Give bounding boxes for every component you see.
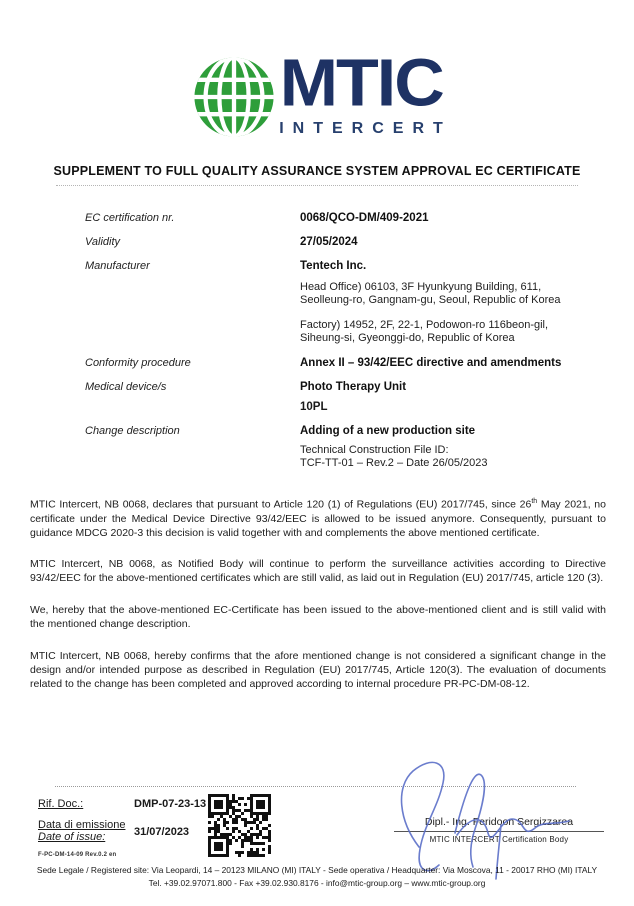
declaration-paragraphs xyxy=(30,497,606,692)
signer-name: Dipl.- Ing. Feridoon Sergizzarea xyxy=(394,816,604,832)
device-value: Photo Therapy Unit xyxy=(300,380,407,393)
issue-divider xyxy=(55,786,576,787)
issue-details xyxy=(38,798,206,858)
logo xyxy=(0,0,634,140)
qr-code xyxy=(208,794,271,857)
rif-doc-row xyxy=(38,798,206,810)
conformity-label: Conformity procedure xyxy=(85,356,191,369)
paragraph-1-pre: MTIC Intercert, NB 0068, declares that pursuant to Article 120 (1) of Regulations (EU) 2017/745, since 26 xyxy=(30,498,532,511)
footer-address-line: Sede Legale / Registered site: Via Leopardi, 14 – 20123 MILANO (MI) ITALY - Sede operativa / Headquarter: Via Moscova, 11 - 20017 RHO (MI) ITALY xyxy=(36,865,598,875)
certificate-fields xyxy=(85,212,604,471)
tcf-block xyxy=(300,444,604,472)
paragraph-2: MTIC Intercert, NB 0068, as Notified Body will continue to perform the surveillance activities according to Directive 93/42/EEC for the above-mentioned certificates which are still valid, as laid out in Regulation (EU) 2017/745, article 120 (3). xyxy=(30,558,606,585)
field-row-conformity xyxy=(85,357,604,369)
paragraph-3: We, hereby that the above-mentioned EC-Certificate has been issued to the above-mentioned client and is still valid with the mentioned change description. xyxy=(30,604,606,631)
signature-block xyxy=(394,816,604,844)
conformity-value: Annex II – 93/42/EEC directive and amendments xyxy=(300,356,562,369)
issue-block xyxy=(0,786,634,866)
brand-wordmark: MTIC xyxy=(279,45,443,120)
manufacturer-head-office: Head Office) 06103, 3F Hyunkyung Building, 611, Seolleung-ro, Gangnam-gu, Seoul, Republic of Korea xyxy=(300,281,561,307)
paragraph-1 xyxy=(30,497,606,540)
document-title: SUPPLEMENT TO FULL QUALITY ASSURANCE SYSTEM APPROVAL EC CERTIFICATE xyxy=(53,164,581,178)
ec-cert-label: EC certification nr. xyxy=(85,212,175,224)
logo-text xyxy=(279,45,452,138)
globe-icon xyxy=(191,54,277,140)
date-of-issue-value: 31/07/2023 xyxy=(134,826,190,838)
device-label: Medical device/s xyxy=(85,380,167,393)
footer-contact-line: Tel. +39.02.97071.800 - Fax +39.02.930.8176 - info@mtic-group.org – www.mtic-group.org xyxy=(148,878,486,889)
certification-body-name: MTIC INTERCERT Certification Body xyxy=(429,835,569,844)
rif-doc-label: Rif. Doc.: xyxy=(38,798,84,810)
manufacturer-value: Tentech Inc. xyxy=(300,260,367,272)
paragraph-1-post: May 2021, no certificate under the Medical Device Directive 93/42/EEC is allowed to be issued anymore. Consequently, pursuant to guidance MDCG 2020-3 this decision is valid together with and complements the above mentioned certificate. xyxy=(30,498,606,539)
brand-subtitle: INTERCERT xyxy=(279,120,452,138)
tcf-line1: Technical Construction File ID: xyxy=(300,443,449,456)
date-of-issue-row xyxy=(38,819,206,843)
footer xyxy=(0,864,634,891)
manufacturer-factory: Factory) 14952, 2F, 22-1, Podowon-ro 116beon-gil, Siheung-si, Gyeonggi-do, Republic of Korea xyxy=(300,318,549,345)
field-row-change xyxy=(85,425,604,437)
device-model: 10PL xyxy=(300,400,328,413)
paragraph-1-sup: th xyxy=(531,498,538,506)
change-label: Change description xyxy=(85,424,180,437)
rif-doc-value: DMP-07-23-13 xyxy=(134,798,207,810)
paragraph-4: MTIC Intercert, NB 0068, hereby confirms that the afore mentioned change is not considered a significant change in the design and/or intended purpose as described in Regulation (EU) 2017/745, Article 120(3). The evaluation of documents related to the change has been completed and approved according to internal procedure PR-PC-DM-08-12. xyxy=(30,650,606,691)
validity-label: Validity xyxy=(85,236,121,248)
date-label-italian: Data di emissione xyxy=(38,819,126,831)
date-label-english: Date of issue: xyxy=(38,831,106,843)
field-row-ec-cert xyxy=(85,212,604,224)
validity-value: 27/05/2024 xyxy=(300,236,358,248)
manufacturer-label: Manufacturer xyxy=(85,260,150,272)
change-value: Adding of a new production site xyxy=(300,424,476,437)
field-row-device xyxy=(85,381,604,393)
title-divider xyxy=(56,185,578,186)
form-code: F-PC-DM-14-09 Rev.0.2 en xyxy=(38,852,117,858)
tcf-line2: TCF-TT-01 – Rev.2 – Date 26/05/2023 xyxy=(300,457,488,470)
field-row-validity xyxy=(85,236,604,248)
ec-cert-value: 0068/QCO-DM/409-2021 xyxy=(300,212,429,224)
field-row-manufacturer xyxy=(85,260,604,272)
